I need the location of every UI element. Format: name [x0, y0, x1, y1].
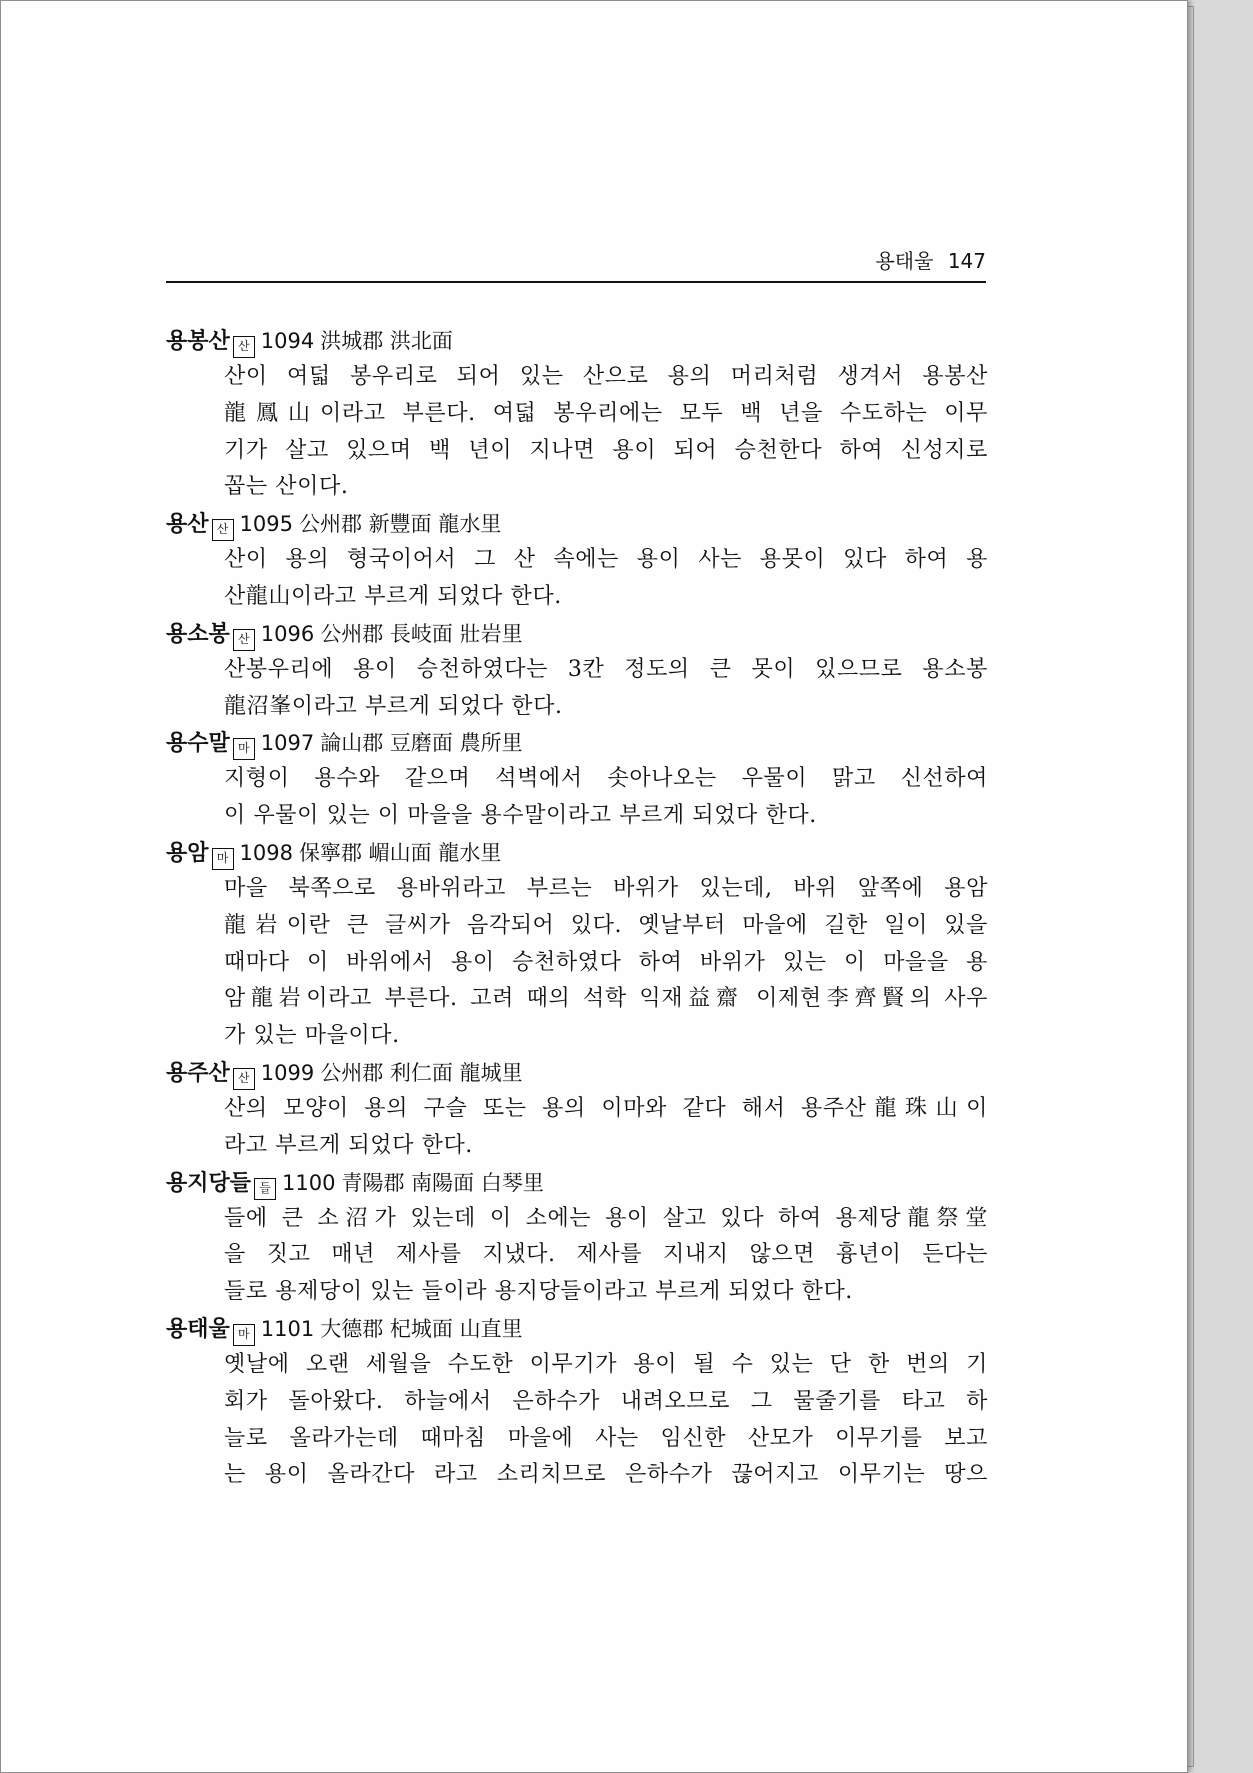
text-line: 산이 용의 형국이어서 그 산 속에는 용이 사는 용못이 있다 하여 용	[224, 547, 988, 573]
entry-location: 保寧郡 嵋山面 龍水里	[298, 840, 502, 865]
entry-description	[224, 871, 988, 1055]
text-line: 산이 여덟 봉우리로 되어 있는 산으로 용의 머리처럼 생겨서 용봉산	[224, 364, 988, 389]
dictionary-entry	[166, 1055, 988, 1165]
entry-name: 용지당들	[166, 1170, 252, 1196]
running-header	[166, 245, 986, 274]
entry-type-mark: 산	[233, 336, 255, 358]
entry-location: 公州郡 利仁面 龍城里	[320, 1060, 523, 1085]
entry-name: 용암	[166, 840, 209, 866]
text-line: 때마다 이 바위에서 용이 승천하였다 하여 바위가 있는 이 마을을 용	[224, 949, 988, 975]
text-line: 기가 살고 있으며 백 년이 지나면 용이 되어 승천한다 하여 신성지로	[224, 437, 988, 463]
entry-heading	[166, 725, 988, 761]
entry-heading	[166, 1055, 988, 1091]
entry-name: 용봉산	[166, 329, 230, 354]
entry-description	[224, 1091, 988, 1165]
entry-description	[224, 1201, 988, 1311]
entry-description	[224, 359, 988, 506]
entry-heading	[166, 1165, 988, 1201]
entry-heading	[166, 616, 988, 652]
text-line: 龍鳳山이라고 부른다. 여덟 봉우리에는 모두 백 년을 수도하는 이무	[224, 400, 988, 426]
entry-number: 1099	[260, 1060, 315, 1085]
text-line: 지형이 용수와 같으며 석벽에서 솟아나오는 우물이 맑고 신선하여	[224, 766, 988, 792]
text-line: 회가 돌아왔다. 하늘에서 은하수가 내려오므로 그 물줄기를 타고 하	[224, 1388, 988, 1414]
dictionary-entry	[166, 506, 988, 616]
text-line: 을 짓고 매년 제사를 지냈다. 제사를 지내지 않으면 흉년이 든다는	[224, 1242, 988, 1268]
entry-type-mark: 들	[254, 1178, 276, 1200]
entry-number: 1101	[260, 1316, 315, 1341]
text-line: 가 있는 마을이다.	[224, 1023, 400, 1049]
text-line: 龍岩이란 큰 글씨가 음각되어 있다. 옛날부터 마을에 길한 일이 있을	[224, 912, 988, 938]
entry-name: 용소봉	[166, 621, 230, 647]
text-line: 옛날에 오랜 세월을 수도한 이무기가 용이 될 수 있는 단 한 번의 기	[224, 1351, 988, 1377]
entry-number: 1098	[239, 840, 293, 865]
entry-heading	[166, 835, 988, 871]
entry-type-mark: 마	[233, 1324, 255, 1346]
entry-type-mark: 마	[212, 848, 234, 870]
text-line: 마을 북쪽으로 용바위라고 부르는 바위가 있는데, 바위 앞쪽에 용암	[224, 875, 988, 901]
text-line: 龍沼峯이라고 부르게 되었다 한다.	[224, 693, 563, 719]
entry-location: 公州郡 長岐面 壯岩里	[320, 621, 523, 646]
entry-location: 青陽郡 南陽面 白琴里	[341, 1170, 544, 1195]
page-number: 147	[947, 249, 986, 273]
text-line: 라고 부르게 되었다 한다.	[224, 1132, 473, 1158]
entry-number: 1094	[260, 329, 315, 353]
entry-description	[224, 652, 988, 726]
dictionary-entry	[166, 725, 988, 835]
dictionary-entry	[166, 616, 988, 726]
entry-number: 1100	[282, 1170, 336, 1195]
text-line: 꼽는 산이다.	[224, 474, 349, 500]
entry-description	[224, 1347, 988, 1494]
entry-name: 용태울	[166, 1316, 230, 1342]
dictionary-entry	[166, 835, 988, 1055]
dictionary-entry	[166, 1311, 988, 1494]
entry-location: 洪城郡 洪北面	[320, 329, 453, 353]
entry-heading	[166, 1311, 988, 1347]
entry-heading	[166, 323, 988, 359]
entry-heading	[166, 506, 988, 542]
entry-name: 용주산	[166, 1060, 230, 1086]
entry-number: 1095	[239, 512, 293, 537]
text-line: 는 용이 올라간다 라고 소리치므로 은하수가 끊어지고 이무기는 땅으	[224, 1462, 988, 1488]
entry-location: 公州郡 新豐面 龍水里	[298, 512, 502, 537]
entry-number: 1096	[260, 621, 315, 646]
text-line: 늘로 올라가는데 때마침 마을에 사는 임신한 산모가 이무기를 보고	[224, 1425, 988, 1451]
entry-description	[224, 761, 988, 835]
entry-name: 용산	[166, 512, 209, 538]
entry-location: 大德郡 杞城面 山直里	[320, 1316, 523, 1341]
text-line: 이 우물이 있는 이 마을을 용수말이라고 부르게 되었다 한다.	[224, 803, 817, 829]
text-line: 산龍山이라고 부르게 되었다 한다.	[224, 583, 562, 609]
text-line: 산의 모양이 용의 구슬 또는 용의 이마와 같다 해서 용주산龍珠山이	[224, 1095, 988, 1121]
dictionary-entry	[166, 1165, 988, 1311]
entry-type-mark: 산	[233, 629, 255, 651]
running-title: 용태울	[875, 249, 934, 273]
entry-type-mark: 산	[212, 519, 234, 541]
text-line: 암龍岩이라고 부른다. 고려 때의 석학 익재益齋 이제현李齊賢의 사우	[224, 986, 988, 1012]
entry-number: 1097	[260, 731, 315, 756]
entry-name: 용수말	[166, 731, 230, 757]
text-line: 들로 용제당이 있는 들이라 용지당들이라고 부르게 되었다 한다.	[224, 1279, 853, 1305]
entry-type-mark: 마	[233, 738, 255, 760]
text-line: 산봉우리에 용이 승천하였다는 3칸 정도의 큰 못이 있으므로 용소봉	[224, 656, 988, 682]
entry-list	[166, 323, 988, 1494]
header-rule	[166, 281, 986, 283]
dictionary-entry	[166, 323, 988, 506]
entry-description	[224, 542, 988, 616]
entry-type-mark: 산	[233, 1068, 255, 1090]
text-line: 들에 큰 소沼가 있는데 이 소에는 용이 살고 있다 하여 용제당龍祭堂	[224, 1205, 988, 1231]
entry-location: 論山郡 豆磨面 農所里	[320, 731, 523, 756]
